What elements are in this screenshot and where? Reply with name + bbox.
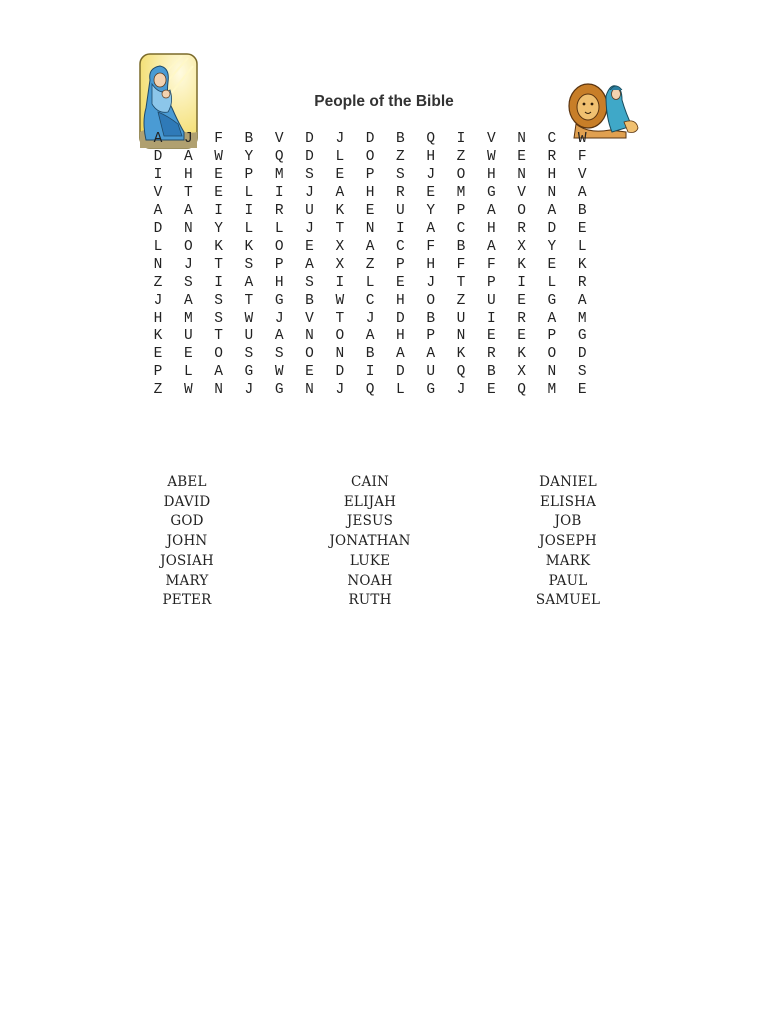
grid-letter: I (214, 274, 223, 291)
grid-letter: D (396, 364, 405, 381)
grid-letter: J (335, 382, 345, 399)
grid-letter: H (486, 166, 496, 183)
grid-letter: I (244, 202, 254, 219)
grid-letter: Q (365, 382, 375, 399)
grid-letter: E (305, 364, 314, 381)
grid-letter: I (365, 364, 375, 381)
word-list-item: JOSEPH (539, 533, 597, 550)
grid-letter: F (486, 256, 496, 273)
grid-letter: K (456, 346, 466, 363)
grid-letter: G (547, 292, 557, 309)
grid-letter: D (547, 220, 557, 237)
grid-letter: Y (244, 148, 254, 165)
grid-letter: O (183, 238, 193, 255)
grid-letter: P (426, 328, 436, 345)
grid-letter: U (396, 202, 405, 219)
word-list-item: DANIEL (539, 474, 597, 490)
grid-letter: W (486, 148, 496, 165)
word-list-item: SAMUEL (535, 592, 601, 609)
grid-letter: A (426, 220, 436, 237)
grid-letter: E (486, 382, 496, 399)
grid-letter: O (517, 202, 526, 219)
grid-letter: A (396, 346, 405, 363)
grid-letter: P (244, 166, 254, 183)
word-list-item: PAUL (548, 572, 588, 589)
grid-letter: J (153, 292, 163, 309)
word-list-item: JOB (554, 513, 582, 530)
grid-letter: D (305, 148, 314, 165)
grid-letter: H (426, 256, 436, 273)
grid-letter: G (577, 328, 587, 345)
grid-letter: A (486, 238, 496, 255)
grid-letter: G (486, 184, 496, 201)
grid-letter: H (547, 166, 557, 183)
grid-letter: N (183, 220, 193, 237)
grid-letter: S (214, 292, 223, 309)
grid-letter: B (577, 202, 587, 219)
grid-letter: O (305, 346, 314, 363)
grid-letter: L (547, 274, 557, 291)
grid-letter: Z (365, 256, 375, 273)
grid-letter: R (486, 346, 496, 363)
grid-letter: W (274, 364, 284, 381)
grid-letter: K (577, 256, 587, 273)
grid-letter: L (153, 238, 163, 255)
grid-letter: A (183, 202, 193, 219)
grid-letter: H (426, 148, 436, 165)
grid-letter: M (274, 166, 284, 183)
word-list-item: PETER (162, 592, 212, 609)
grid-letter: Q (426, 131, 436, 147)
grid-letter: X (517, 238, 526, 255)
grid-letter: P (396, 256, 405, 273)
grid-letter: E (214, 184, 223, 201)
grid-letter: E (517, 148, 526, 165)
grid-letter: Q (274, 148, 284, 165)
word-list-item: JOSIAH (160, 552, 214, 569)
grid-letter: S (396, 166, 405, 183)
grid-letter: H (153, 310, 163, 327)
grid-letter: E (153, 346, 163, 363)
grid-letter: J (305, 184, 314, 201)
grid-letter: A (153, 202, 163, 219)
grid-letter: N (547, 364, 557, 381)
grid-letter: L (183, 364, 193, 381)
grid-letter: J (183, 256, 193, 273)
grid-letter: E (183, 346, 193, 363)
grid-letter: A (486, 202, 496, 219)
grid-letter: C (365, 292, 375, 309)
grid-letter: D (335, 364, 345, 381)
grid-letter: A (244, 274, 254, 291)
grid-letter: K (335, 202, 345, 219)
grid-letter: T (335, 310, 345, 327)
grid-letter: U (244, 328, 254, 345)
grid-letter: A (305, 256, 314, 273)
grid-letter: R (517, 220, 526, 237)
grid-letter: H (486, 220, 496, 237)
word-list-item: GOD (170, 513, 204, 530)
grid-letter: L (396, 382, 405, 399)
grid-letter: O (335, 328, 345, 345)
grid-letter: O (365, 148, 375, 165)
word-list-item: RUTH (348, 592, 392, 609)
grid-letter: H (183, 166, 193, 183)
grid-letter: K (153, 328, 163, 345)
grid-letter: X (335, 238, 345, 255)
grid-letter: O (426, 292, 436, 309)
grid-letter: E (486, 328, 496, 345)
grid-letter: N (335, 346, 345, 363)
grid-letter: A (547, 310, 557, 327)
grid-letter: E (426, 184, 436, 201)
word-list-item: NOAH (347, 572, 393, 589)
grid-letter: Z (153, 382, 163, 399)
grid-letter: J (183, 131, 193, 147)
grid-letter: K (517, 346, 526, 363)
grid-letter: N (153, 256, 163, 273)
grid-letter: G (244, 364, 254, 381)
grid-letter: V (274, 131, 284, 147)
grid-letter: C (547, 131, 557, 147)
word-list-item: ELIJAH (343, 493, 397, 510)
word-list-item: MARK (545, 552, 591, 569)
grid-letter: L (365, 274, 375, 291)
grid-letter: H (396, 292, 405, 309)
grid-letter: P (486, 274, 496, 291)
grid-letter: B (244, 131, 254, 147)
grid-letter: W (577, 131, 587, 147)
grid-letter: A (577, 184, 587, 201)
grid-letter: R (577, 274, 587, 291)
grid-letter: N (365, 220, 375, 237)
grid-letter: T (335, 220, 345, 237)
grid-letter: N (305, 328, 314, 345)
grid-letter: Z (396, 148, 405, 165)
grid-letter: D (365, 131, 375, 147)
grid-letter: U (305, 202, 314, 219)
grid-letter: D (396, 310, 405, 327)
grid-letter: A (153, 131, 163, 147)
grid-letter: P (274, 256, 284, 273)
grid-letter: E (577, 220, 587, 237)
grid-letter: J (274, 310, 284, 327)
grid-letter: T (214, 328, 223, 345)
word-list-item: DAVID (163, 493, 211, 510)
grid-letter: U (426, 364, 436, 381)
grid-letter: A (214, 364, 223, 381)
grid-letter: P (456, 202, 466, 219)
grid-letter: B (396, 131, 405, 147)
grid-letter: S (244, 346, 254, 363)
grid-letter: S (305, 274, 314, 291)
grid-letter: S (577, 364, 587, 381)
grid-letter: A (365, 238, 375, 255)
grid-letter: F (456, 256, 466, 273)
grid-letter: W (183, 382, 193, 399)
grid-letter: N (214, 382, 223, 399)
grid-letter: A (365, 328, 375, 345)
grid-letter: R (517, 310, 526, 327)
grid-letter: J (305, 220, 314, 237)
grid-letter: J (426, 274, 436, 291)
grid-letter: N (517, 131, 526, 147)
grid-letter: E (396, 274, 405, 291)
grid-letter: W (335, 292, 345, 309)
grid-letter: R (547, 148, 557, 165)
word-list-item: CAIN (350, 474, 390, 490)
grid-letter: M (577, 310, 587, 327)
grid-letter: Q (456, 364, 466, 381)
grid-letter: N (547, 184, 557, 201)
word-list-item: ELISHA (539, 493, 597, 510)
grid-letter: Z (456, 148, 466, 165)
grid-letter: A (183, 292, 193, 309)
grid-letter: V (517, 184, 526, 201)
grid-letter: M (547, 382, 557, 399)
grid-letter: B (305, 292, 314, 309)
grid-letter: I (396, 220, 405, 237)
grid-letter: B (456, 238, 466, 255)
grid-letter: P (365, 166, 375, 183)
word-list-item: JONATHAN (329, 533, 411, 550)
grid-letter: H (365, 184, 375, 201)
grid-letter: D (153, 148, 163, 165)
grid-letter: I (153, 166, 163, 183)
grid-letter: K (214, 238, 223, 255)
grid-letter: T (244, 292, 254, 309)
grid-letter: D (305, 131, 314, 147)
grid-letter: M (183, 310, 193, 327)
grid-letter: W (214, 148, 223, 165)
grid-letter: I (486, 310, 496, 327)
grid-letter: L (244, 184, 254, 201)
grid-letter: Z (456, 292, 466, 309)
word-list-item: ABEL (167, 474, 207, 490)
grid-letter: Z (153, 274, 163, 291)
grid-letter: S (214, 310, 223, 327)
grid-letter: Q (517, 382, 526, 399)
grid-letter: T (456, 274, 466, 291)
grid-letter: S (305, 166, 314, 183)
grid-letter: Y (547, 238, 557, 255)
grid-letter: B (365, 346, 375, 363)
grid-letter: I (517, 274, 526, 291)
grid-letter: V (577, 166, 587, 183)
grid-letter: V (305, 310, 314, 327)
grid-letter: A (335, 184, 345, 201)
grid-letter: P (153, 364, 163, 381)
grid-letter: J (456, 382, 466, 399)
grid-letter: C (396, 238, 405, 255)
grid-letter: T (214, 256, 223, 273)
grid-letter: I (214, 202, 223, 219)
grid-letter: O (547, 346, 557, 363)
grid-letter: S (183, 274, 193, 291)
grid-letter: M (456, 184, 466, 201)
grid-letter: W (244, 310, 254, 327)
grid-letter: J (365, 310, 375, 327)
grid-letter: N (517, 166, 526, 183)
grid-letter: K (517, 256, 526, 273)
grid-letter: L (577, 238, 587, 255)
grid-letter: X (335, 256, 345, 273)
grid-letter: E (547, 256, 557, 273)
grid-letter: Y (214, 220, 223, 237)
grid-letter: S (274, 346, 284, 363)
grid-letter: C (456, 220, 466, 237)
grid-letter: V (486, 131, 496, 147)
grid-letter: F (577, 148, 587, 165)
grid-letter: A (183, 148, 193, 165)
grid-letter: G (426, 382, 436, 399)
grid-letter: Y (426, 202, 436, 219)
grid-letter: G (274, 382, 284, 399)
grid-letter: A (547, 202, 557, 219)
grid-letter: E (517, 292, 526, 309)
word-list-item: JESUS (346, 513, 394, 530)
grid-letter: R (274, 202, 284, 219)
grid-letter: N (456, 328, 466, 345)
grid-letter: N (305, 382, 314, 399)
word-list-item: LUKE (349, 552, 391, 569)
grid-letter: E (365, 202, 375, 219)
grid-letter: J (244, 382, 254, 399)
grid-letter: B (486, 364, 496, 381)
grid-letter: U (183, 328, 193, 345)
grid-letter: K (244, 238, 254, 255)
grid-letter: X (517, 364, 526, 381)
grid-letter: O (274, 238, 284, 255)
grid-letter: J (335, 131, 345, 147)
grid-letter: P (547, 328, 557, 345)
grid-letter: O (456, 166, 466, 183)
grid-letter: E (214, 166, 223, 183)
grid-letter: G (274, 292, 284, 309)
grid-letter: E (577, 382, 587, 399)
grid-letter: A (426, 346, 436, 363)
grid-letter: O (214, 346, 223, 363)
grid-letter: J (426, 166, 436, 183)
grid-letter: F (426, 238, 436, 255)
grid-letter: T (183, 184, 193, 201)
grid-letter: H (396, 328, 405, 345)
grid-letter: U (486, 292, 496, 309)
word-list-item: MARY (165, 572, 209, 589)
grid-letter: A (577, 292, 587, 309)
word-list-item: JOHN (166, 533, 208, 550)
grid-letter: L (244, 220, 254, 237)
grid-letter: S (244, 256, 254, 273)
grid-letter: E (305, 238, 314, 255)
grid-letter: I (456, 131, 466, 147)
grid-letter: U (456, 310, 466, 327)
grid-letter: I (274, 184, 284, 201)
grid-letter: E (517, 328, 526, 345)
grid-letter: D (577, 346, 587, 363)
page-title: People of the Bible (314, 93, 454, 110)
grid-letter: E (335, 166, 345, 183)
grid-letter: F (214, 131, 223, 147)
grid-letter: A (274, 328, 284, 345)
grid-letter: R (396, 184, 405, 201)
grid-letter: V (153, 184, 163, 201)
grid-letter: L (335, 148, 345, 165)
grid-letter: B (426, 310, 436, 327)
grid-letter: D (153, 220, 163, 237)
grid-letter: L (274, 220, 284, 237)
grid-letter: I (335, 274, 345, 291)
grid-letter: H (274, 274, 284, 291)
